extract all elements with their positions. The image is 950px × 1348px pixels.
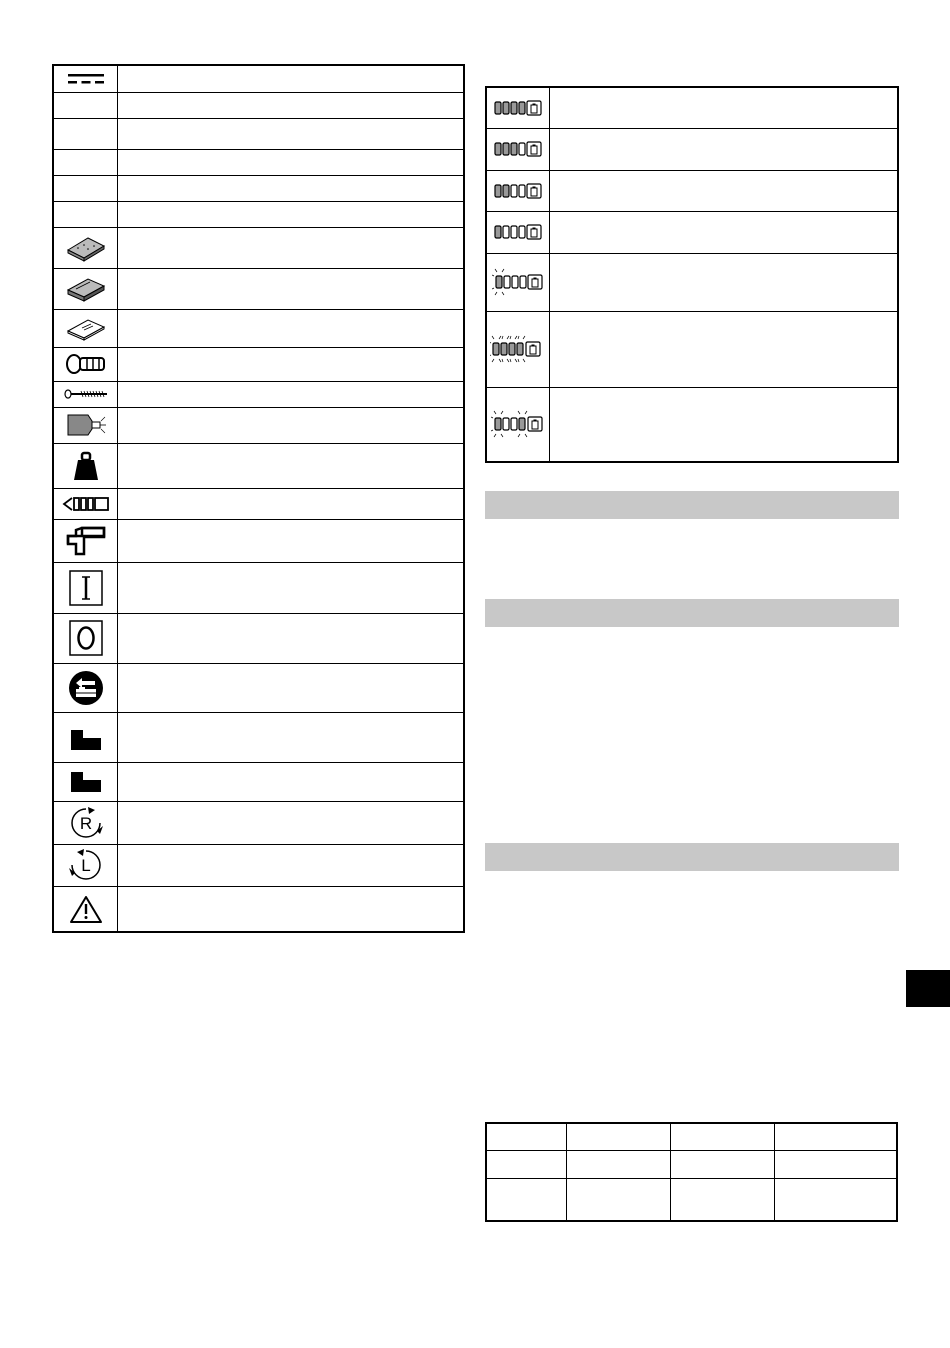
indicator-row — [486, 87, 898, 128]
symbol-icon-cell — [53, 309, 118, 347]
indicator-icon-cell — [486, 87, 550, 128]
symbol-description — [118, 886, 465, 932]
indicator-icon-cell — [486, 253, 550, 311]
battery-first-and-fourth-blinking-icon — [491, 410, 545, 438]
warning-icon — [69, 894, 103, 924]
symbol-row — [53, 712, 464, 762]
symbol-description — [118, 712, 465, 762]
specification-table — [485, 1122, 898, 1222]
indicator-row — [486, 170, 898, 211]
symbol-description — [118, 488, 465, 519]
symbol-icon-cell — [53, 712, 118, 762]
symbol-description — [118, 407, 465, 443]
symbol-row — [53, 663, 464, 712]
symbol-icon-cell — [53, 381, 118, 407]
indicator-description — [550, 87, 899, 128]
indicator-row — [486, 387, 898, 462]
on-switch-icon — [68, 569, 104, 607]
symbol-description — [118, 309, 465, 347]
table-cell — [486, 1123, 567, 1150]
symbol-icon-cell — [53, 407, 118, 443]
symbol-icon-cell — [53, 519, 118, 562]
symbol-description — [118, 381, 465, 407]
svg-text:R: R — [79, 813, 92, 833]
symbol-icon-cell — [53, 844, 118, 886]
symbol-icon-cell — [53, 488, 118, 519]
symbol-description — [118, 801, 465, 844]
symbol-description — [118, 227, 465, 268]
battery-pack-slim-icon — [64, 275, 108, 303]
indicator-icon-cell — [486, 170, 550, 211]
symbol-description — [118, 118, 465, 149]
weight-icon — [71, 450, 101, 482]
symbol-description — [118, 92, 465, 118]
symbol-icon-cell — [53, 227, 118, 268]
symbol-description — [118, 65, 465, 92]
battery-all-blinking-icon — [490, 335, 546, 363]
battery-pack-icon — [64, 234, 108, 262]
symbol-row — [53, 886, 464, 932]
symbol-row — [53, 65, 464, 92]
symbol-row — [53, 118, 464, 149]
symbol-description — [118, 613, 465, 663]
table-cell — [775, 1123, 898, 1150]
indicator-icon-cell — [486, 211, 550, 253]
symbol-icon-cell — [53, 562, 118, 613]
indicator-description — [550, 311, 899, 387]
symbols-table — [52, 64, 465, 933]
symbol-icon-cell — [53, 801, 118, 844]
symbol-row — [53, 175, 464, 201]
symbol-icon-cell — [53, 92, 118, 118]
symbol-description — [118, 844, 465, 886]
off-switch-icon — [68, 619, 104, 657]
table-cell — [671, 1178, 775, 1221]
symbol-description — [118, 347, 465, 381]
symbol-description — [118, 562, 465, 613]
symbol-row — [53, 407, 464, 443]
symbol-description — [118, 762, 465, 801]
symbol-row — [53, 443, 464, 488]
symbol-description — [118, 201, 465, 227]
indicator-description — [550, 253, 899, 311]
bolt-icon — [65, 353, 107, 375]
battery-level-3-icon — [493, 140, 543, 158]
symbol-description — [118, 663, 465, 712]
table-cell — [567, 1123, 671, 1150]
indicator-description — [550, 128, 899, 170]
battery-level-2-icon — [493, 182, 543, 200]
symbol-row — [53, 309, 464, 347]
indicator-icon-cell — [486, 311, 550, 387]
indicator-row — [486, 253, 898, 311]
indicator-row — [486, 211, 898, 253]
indicator-description — [550, 387, 899, 462]
battery-level-1-icon — [493, 223, 543, 241]
symbol-description — [118, 519, 465, 562]
symbol-icon-cell — [53, 268, 118, 309]
symbol-row — [53, 801, 464, 844]
symbol-row — [53, 381, 464, 407]
symbol-description — [118, 443, 465, 488]
svg-text:L: L — [80, 856, 91, 875]
symbol-icon-cell — [53, 663, 118, 712]
section-heading-bar — [485, 491, 899, 519]
table-cell — [671, 1150, 775, 1178]
table-cell — [486, 1150, 567, 1178]
rotation-right-icon — [68, 805, 104, 841]
wood-screw-icon — [63, 388, 109, 400]
indicator-row — [486, 311, 898, 387]
battery-level-4-icon — [493, 99, 543, 117]
indicator-icon-cell — [486, 128, 550, 170]
symbol-row — [53, 488, 464, 519]
table-cell — [671, 1123, 775, 1150]
indicator-description — [550, 211, 899, 253]
symbol-icon-cell — [53, 65, 118, 92]
table-cell — [567, 1150, 671, 1178]
indicator-description — [550, 170, 899, 211]
symbol-icon-cell — [53, 443, 118, 488]
symbol-row — [53, 149, 464, 175]
direct-current-icon — [66, 72, 106, 86]
symbol-description — [118, 149, 465, 175]
symbol-row — [53, 201, 464, 227]
indicator-row — [486, 128, 898, 170]
symbol-icon-cell — [53, 201, 118, 227]
symbol-row — [53, 613, 464, 663]
symbol-row — [53, 562, 464, 613]
section-heading-bar — [485, 599, 899, 627]
battery-indicator-table — [485, 86, 899, 463]
battery-removal-icon — [67, 669, 105, 707]
symbol-icon-cell — [53, 175, 118, 201]
symbol-row — [53, 268, 464, 309]
symbol-row — [53, 519, 464, 562]
drill-chuck-icon — [64, 411, 108, 439]
table-cell — [567, 1178, 671, 1221]
low-speed-gear-icon — [69, 722, 103, 752]
table-row — [486, 1178, 897, 1221]
instruction-manual-icon — [64, 315, 108, 341]
symbol-row — [53, 844, 464, 886]
symbol-row — [53, 762, 464, 801]
symbol-icon-cell — [53, 613, 118, 663]
rotation-left-icon — [68, 847, 104, 883]
high-speed-gear-icon — [69, 770, 103, 794]
battery-first-blinking-icon — [492, 268, 544, 296]
table-cell — [775, 1150, 898, 1178]
indicator-icon-cell — [486, 387, 550, 462]
page-side-tab — [906, 970, 950, 1007]
table-cell — [486, 1178, 567, 1221]
table-row — [486, 1150, 897, 1178]
section-heading-bar — [485, 843, 899, 871]
table-cell — [775, 1178, 898, 1221]
symbol-icon-cell — [53, 347, 118, 381]
symbol-icon-cell — [53, 118, 118, 149]
hammer-icon — [64, 526, 108, 556]
symbol-row — [53, 227, 464, 268]
symbol-description — [118, 175, 465, 201]
battery-level-icon — [60, 496, 112, 512]
symbol-icon-cell — [53, 886, 118, 932]
symbol-row — [53, 92, 464, 118]
symbol-icon-cell — [53, 762, 118, 801]
table-row — [486, 1123, 897, 1150]
symbol-icon-cell — [53, 149, 118, 175]
symbol-row — [53, 347, 464, 381]
symbol-description — [118, 268, 465, 309]
